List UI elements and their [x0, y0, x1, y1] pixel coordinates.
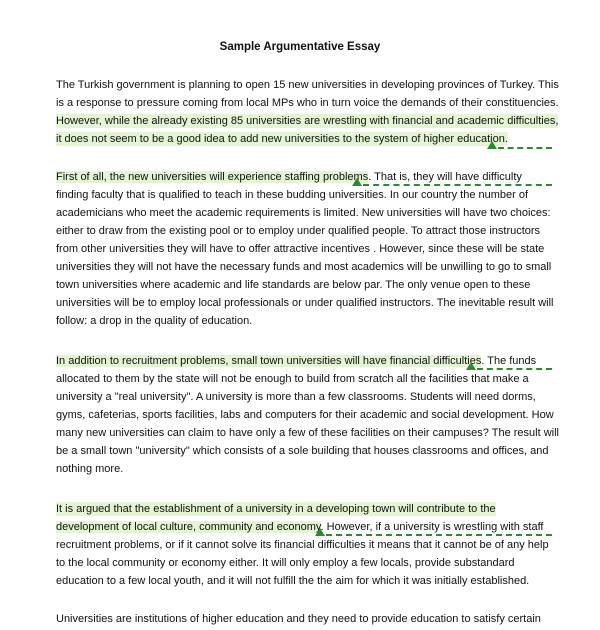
paragraph-3-line-4: gyms, cafeterias, sports facilities, labs and computers for their academic and social development. How — [56, 409, 554, 421]
paragraph-2-line-5: from other universities they will have to offer attractive incentives . However, since these will be state — [56, 243, 545, 255]
topic-sentence-highlight: In addition to recruitment problems, small town universities will have financial difficulties — [56, 355, 482, 367]
essay-title: Sample Argumentative Essay — [219, 41, 381, 53]
paragraph-3-line-5: many new universities can claim to have only a few of these facilities on their campuses? The result will — [56, 427, 559, 439]
comment-marker-icon[interactable] — [352, 178, 362, 186]
opposing-view-highlight: development of local culture, community and economy — [56, 521, 321, 533]
paragraph-4-line-5: education to a few local youth, and it will not fulfill the the aim for which it was initially established. — [56, 575, 530, 587]
comment-dashed-line — [326, 534, 552, 536]
paragraph-2-line-8: universities will be to employ local professionals or under qualified instructors. The inevitable result will — [56, 297, 554, 309]
comment-marker-icon[interactable] — [466, 362, 476, 370]
paragraph-1-thesis-line-1: However, while the already existing 85 universities are wrestling with financial and academic difficulties, — [56, 115, 559, 127]
paragraph-4-line-4: to the local community or economy either. It will only employ a few locals, provide substandard — [56, 557, 515, 569]
paragraph-3-line-3: university a "real university". A university is more than a few classrooms. Students will need dorms, — [56, 391, 536, 403]
paragraph-5-line-1: Universities are institutions of higher education and they need to provide education to satisfy certain — [56, 613, 541, 625]
paragraph-3-line-6: be a small town "university" which consists of a sole building that houses classrooms and offices, and — [56, 445, 549, 457]
paragraph-3-line-7: nothing more. — [56, 463, 124, 475]
paragraph-1-line-2: is a response to pressure coming from local MPs who in turn voice the demands of their constituencies. — [56, 97, 559, 109]
topic-sentence-highlight: First of all, the new universities will experience staffing problems — [56, 171, 369, 183]
paragraph-2-line-2: finding faculty that is qualified to teach in these budding universities. In our country the number of — [56, 189, 529, 201]
comment-marker-icon[interactable] — [315, 528, 325, 536]
paragraph-3-line-1 — [56, 354, 536, 368]
comment-marker-icon[interactable] — [487, 141, 497, 149]
paragraph-3-line-1-rest: . The funds — [481, 355, 537, 367]
paragraph-2-line-1 — [56, 170, 522, 184]
comment-dashed-line — [363, 184, 552, 186]
paragraph-3-line-2: allocated to them by the state will not be enough to build from scratch all the facilities that make a — [56, 373, 529, 385]
paragraph-1-line-1: The Turkish government is planning to open 15 new universities in developing provinces of Turkey. This — [56, 79, 559, 91]
paragraph-1-thesis-line-2: it does not seem to be a good idea to add new universities to the system of higher education. — [56, 133, 508, 145]
paragraph-4-line-3: recruitment problems, or if it cannot solve its financial difficulties it means that it cannot be of any help — [56, 539, 549, 551]
paragraph-4-opposing-line-1: It is argued that the establishment of a university in a developing town will contribute to the — [56, 503, 496, 515]
paragraph-2-line-6: universities they will not have the necessary funds and most academics will be unwilling to go to small — [56, 261, 552, 273]
paragraph-2-line-3: academicians who meet the academic requirements is limited. New universities will have two choices: — [56, 207, 551, 219]
paragraph-2-line-7: town universities where academic and life standards are below par. The only venue open to these — [56, 279, 531, 291]
paragraph-2-line-4: either to draw from the existing pool or to employ under qualified people. To attract those instructors — [56, 225, 541, 237]
paragraph-2-line-9: follow: a drop in the quality of education. — [56, 315, 253, 327]
paragraph-4-line-2-rest: . However, if a university is wrestling with staff — [320, 521, 544, 533]
comment-dashed-line — [477, 368, 552, 370]
comment-dashed-line — [498, 147, 552, 149]
paragraph-2-line-1-rest: . That is, they will have difficulty — [368, 171, 522, 183]
paragraph-4-line-2 — [56, 520, 543, 534]
